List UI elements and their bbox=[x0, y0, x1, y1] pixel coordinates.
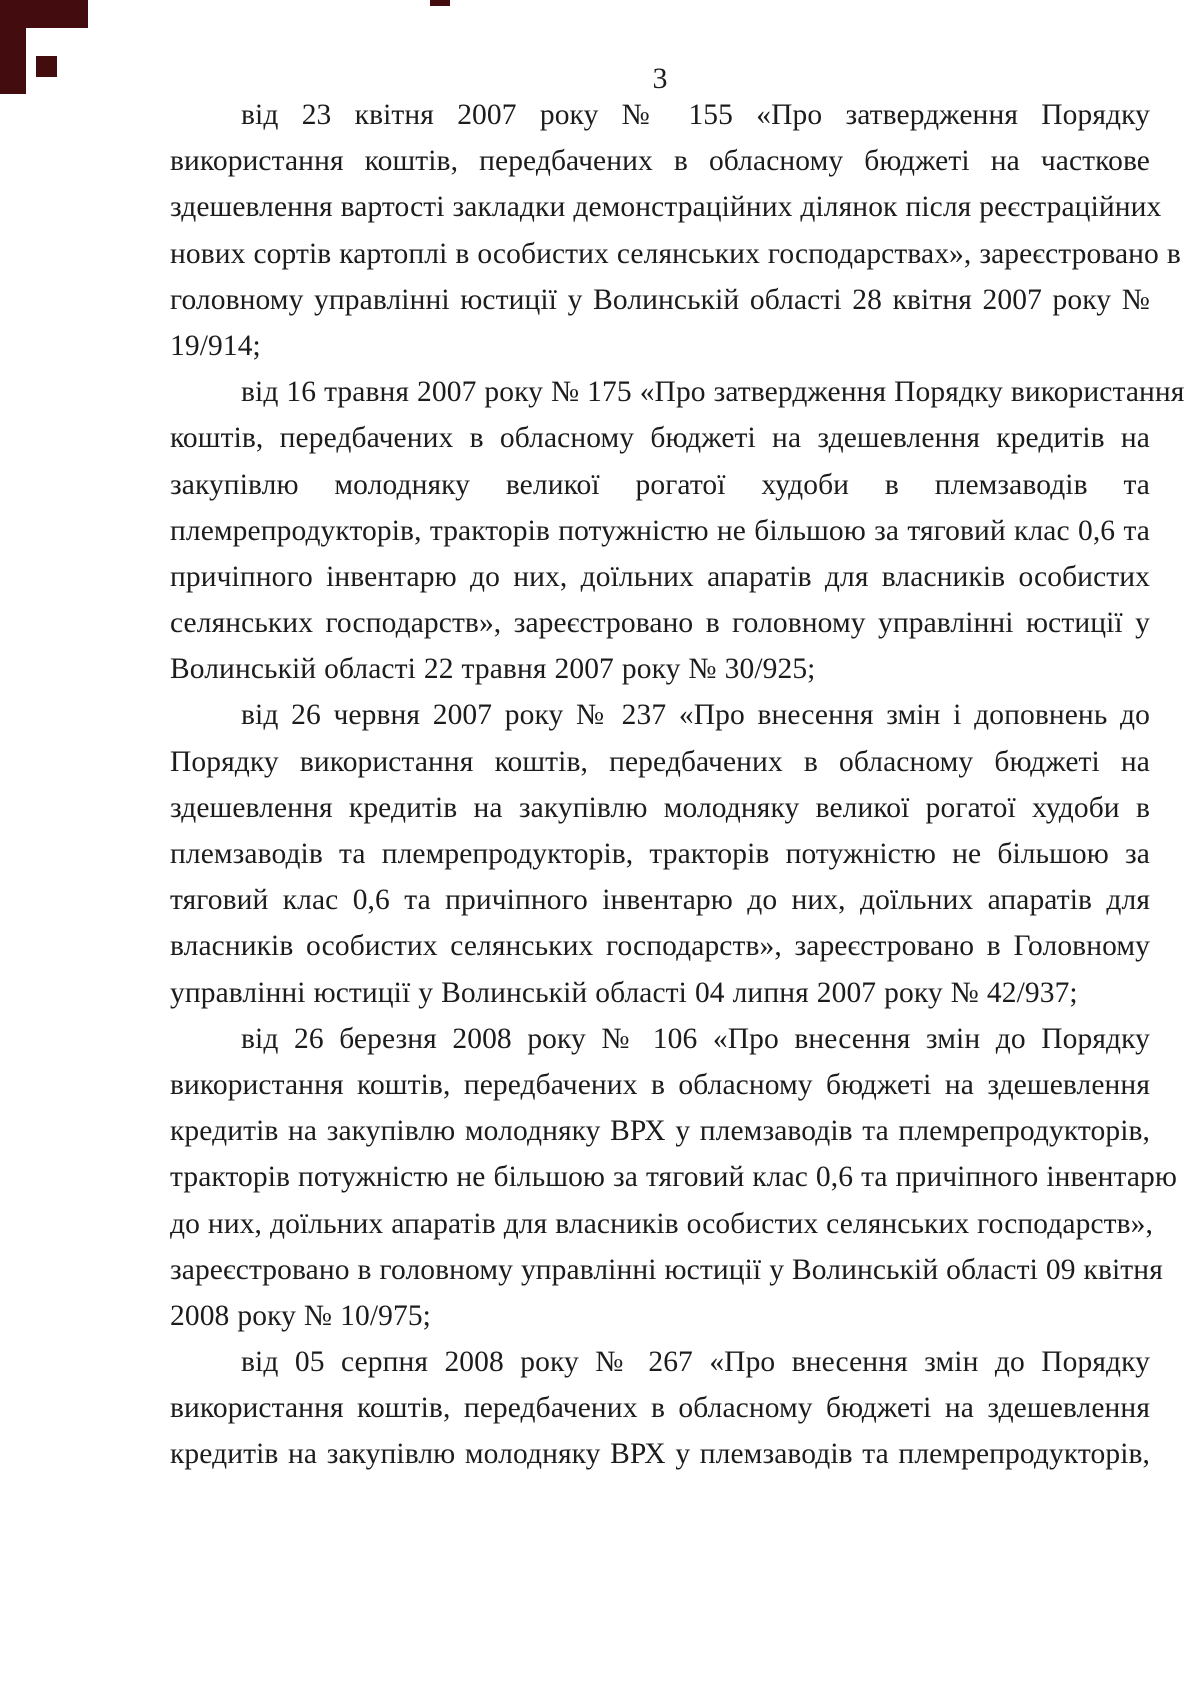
text-line: причіпного інвентарю до них, доїльних апаратів для власників особистих bbox=[170, 560, 1150, 593]
text-line: 19/914; bbox=[170, 329, 261, 362]
text-line: від 26 червня 2007 року № 237 «Про внесення змін і доповнень до bbox=[241, 699, 1150, 732]
text-line: здешевлення вартості закладки демонстраційних ділянок після реєстраційних bbox=[170, 191, 1162, 224]
scan-artifact bbox=[0, 0, 88, 28]
text-line: зареєстровано в головному управлінні юстиції у Волинській області 09 квітня bbox=[170, 1253, 1163, 1286]
text-line: Порядку використання коштів, передбачених в обласному бюджеті на bbox=[170, 745, 1150, 778]
scan-artifact bbox=[0, 28, 26, 94]
text-line: використання коштів, передбачених в обласному бюджеті на здешевлення bbox=[170, 1068, 1150, 1101]
text-line: від 26 березня 2008 року № 106 «Про внесення змін до Порядку bbox=[241, 1022, 1150, 1055]
paragraph bbox=[170, 1016, 1178, 1339]
text-line: тракторів потужністю не більшою за тяговий клас 0,6 та причіпного інвентарю bbox=[170, 1161, 1178, 1194]
text-line: селянських господарств», зареєстровано в головному управлінні юстиції у bbox=[170, 607, 1150, 640]
text-line: закупівлю молодняку великої рогатої худоби в племзаводів та bbox=[170, 468, 1150, 501]
text-line: коштів, передбачених в обласному бюджеті на здешевлення кредитів на bbox=[170, 422, 1150, 455]
scan-artifact bbox=[430, 0, 450, 6]
text-line: племрепродукторів, тракторів потужністю не більшою за тяговий клас 0,6 та bbox=[170, 514, 1150, 547]
text-line: племзаводів та племрепродукторів, тракторів потужністю не більшою за bbox=[170, 838, 1150, 870]
paragraph bbox=[170, 92, 1181, 369]
text-line: власників особистих селянських господарств», зареєстровано в Головному bbox=[170, 930, 1150, 963]
text-line: кредитів на закупівлю молодняку ВРХ у племзаводів та племрепродукторів, bbox=[170, 1438, 1150, 1471]
paragraph bbox=[170, 1339, 1150, 1478]
document-body bbox=[170, 92, 1185, 1478]
text-line: до них, доїльних апаратів для власників особистих селянських господарств», bbox=[170, 1207, 1153, 1240]
text-line: від 23 квітня 2007 року № 155 «Про затвердження Порядку bbox=[241, 99, 1150, 131]
scan-artifact bbox=[36, 56, 57, 77]
text-line: від 16 травня 2007 року № 175 «Про затвердження Порядку використання bbox=[241, 376, 1185, 409]
text-line: здешевлення кредитів на закупівлю молодняку великої рогатої худоби в bbox=[170, 791, 1150, 824]
text-line: 2008 року № 10/975; bbox=[170, 1299, 431, 1332]
text-line: кредитів на закупівлю молодняку ВРХ у племзаводів та племрепродукторів, bbox=[170, 1115, 1150, 1148]
page-number: 3 bbox=[652, 62, 668, 95]
text-line: від 05 серпня 2008 року № 267 «Про внесення змін до Порядку bbox=[241, 1346, 1150, 1379]
text-line: тяговий клас 0,6 та причіпного інвентарю до них, доїльних апаратів для bbox=[170, 884, 1150, 917]
text-line: використання коштів, передбачених в обласному бюджеті на здешевлення bbox=[170, 1392, 1150, 1425]
paragraph bbox=[170, 369, 1185, 692]
text-line: головному управлінні юстиції у Волинській області 28 квітня 2007 року № bbox=[170, 283, 1150, 316]
text-line: використання коштів, передбачених в обласному бюджеті на часткове bbox=[170, 145, 1150, 178]
text-line: нових сортів картоплі в особистих селянських господарствах», зареєстровано в bbox=[170, 237, 1181, 270]
text-line: управлінні юстиції у Волинській області 04 липня 2007 року № 42/937; bbox=[170, 976, 1078, 1009]
paragraph bbox=[170, 692, 1150, 1015]
text-line: Волинській області 22 травня 2007 року № 30/925; bbox=[170, 653, 816, 686]
